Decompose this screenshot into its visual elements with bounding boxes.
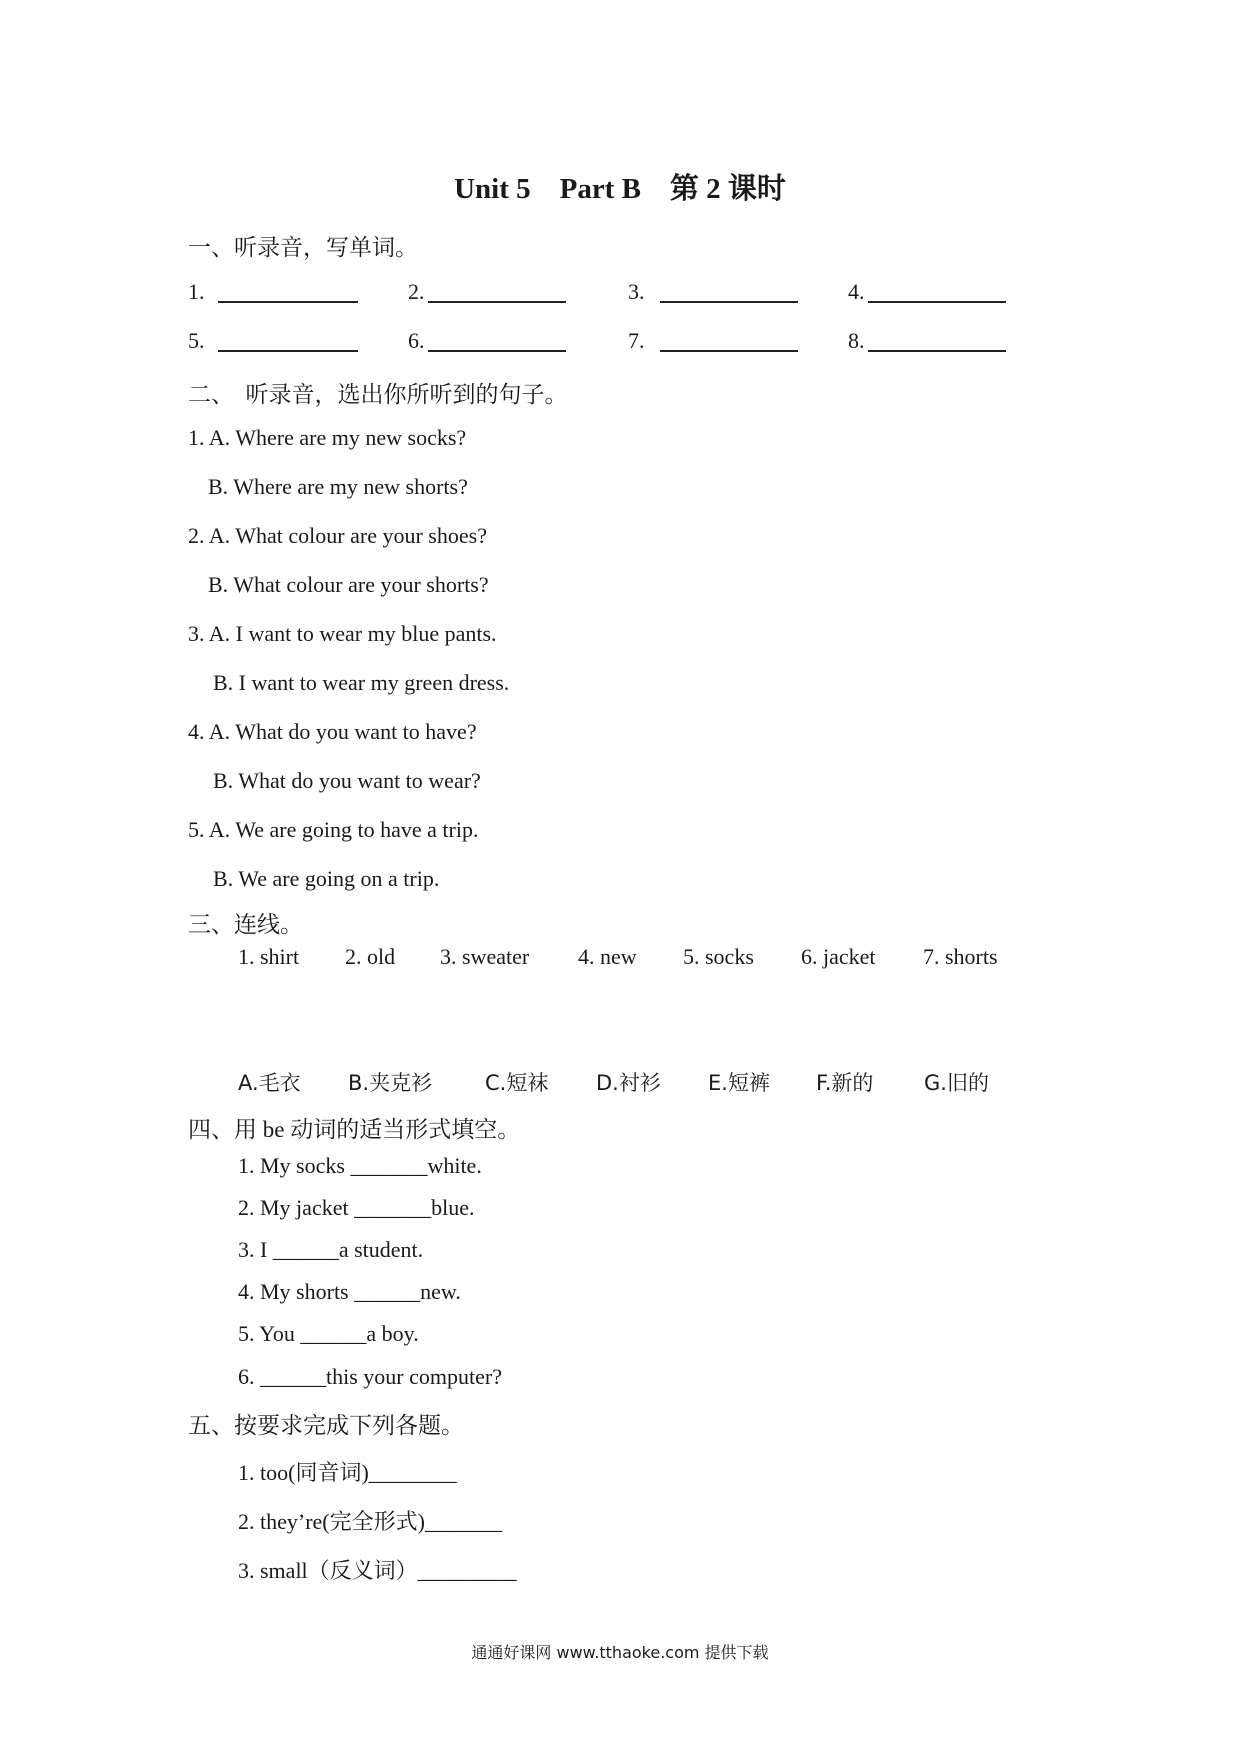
blank-label-3: 3. [628, 279, 645, 304]
section2-heading: 二、 听录音，选出你所听到的句子。 [188, 382, 568, 407]
fill-blank-3: 3. I ______a student. [238, 1237, 424, 1262]
match-meaning-c: C.短袜 [485, 1071, 549, 1095]
task-1: 1. too(同音词)________ [238, 1460, 457, 1485]
match-meaning-d: D.衬衫 [596, 1071, 661, 1095]
match-meaning-f: F.新的 [816, 1071, 874, 1095]
section5-heading: 五、按要求完成下列各题。 [188, 1413, 464, 1438]
task-2: 2. they’re(完全形式)_______ [238, 1509, 502, 1534]
answer-blank-7 [660, 350, 798, 352]
sentence-3a: 3. A. I want to wear my blue pants. [188, 621, 497, 646]
fill-blank-6: 6. ______this your computer? [238, 1364, 502, 1389]
footer-source: 通通好课网 www.tthaoke.com 提供下载 [471, 1643, 769, 1662]
blank-label-2: 2. [408, 279, 425, 304]
answer-blank-3 [660, 301, 798, 303]
page-title: Unit 5 Part B 第 2 课时 [454, 173, 786, 205]
sentence-2b: B. What colour are your shorts? [208, 572, 489, 597]
section4-heading: 四、用 be 动词的适当形式填空。 [188, 1117, 521, 1142]
blank-label-8: 8. [848, 328, 865, 353]
task-3: 3. small（反义词）_________ [238, 1558, 517, 1583]
answer-blank-5 [218, 350, 358, 352]
match-meaning-b: B.夹克衫 [348, 1071, 433, 1095]
match-word-1: 1. shirt [238, 944, 300, 969]
match-word-4: 4. new [578, 944, 637, 969]
fill-blank-1: 1. My socks _______white. [238, 1153, 482, 1178]
sentence-5a: 5. A. We are going to have a trip. [188, 817, 479, 842]
sentence-1b: B. Where are my new shorts? [208, 474, 468, 499]
sentence-5b: B. We are going on a trip. [213, 866, 440, 891]
match-word-7: 7. shorts [923, 944, 998, 969]
match-meaning-a: A.毛衣 [238, 1071, 301, 1095]
match-meaning-g: G.旧的 [924, 1071, 989, 1095]
answer-blank-4 [868, 301, 1006, 303]
blank-label-1: 1. [188, 279, 205, 304]
fill-blank-4: 4. My shorts ______new. [238, 1279, 461, 1304]
match-word-3: 3. sweater [440, 944, 530, 969]
sentence-3b: B. I want to wear my green dress. [213, 670, 510, 695]
sentence-2a: 2. A. What colour are your shoes? [188, 523, 487, 548]
sentence-1a: 1. A. Where are my new socks? [188, 425, 467, 450]
section3-heading: 三、连线。 [188, 912, 303, 937]
blank-label-4: 4. [848, 279, 865, 304]
match-word-6: 6. jacket [801, 944, 876, 969]
fill-blank-2: 2. My jacket _______blue. [238, 1195, 475, 1220]
sentence-4b: B. What do you want to wear? [213, 768, 481, 793]
match-word-5: 5. socks [683, 944, 754, 969]
sentence-4a: 4. A. What do you want to have? [188, 719, 477, 744]
fill-blank-5: 5. You ______a boy. [238, 1321, 419, 1346]
answer-blank-2 [428, 301, 566, 303]
blank-label-6: 6. [408, 328, 425, 353]
match-word-2: 2. old [345, 944, 396, 969]
match-meaning-e: E.短裤 [708, 1071, 770, 1095]
answer-blank-1 [218, 301, 358, 303]
blank-label-7: 7. [628, 328, 645, 353]
blank-label-5: 5. [188, 328, 205, 353]
section1-heading: 一、听录音，写单词。 [188, 235, 418, 260]
answer-blank-6 [428, 350, 566, 352]
answer-blank-8 [868, 350, 1006, 352]
